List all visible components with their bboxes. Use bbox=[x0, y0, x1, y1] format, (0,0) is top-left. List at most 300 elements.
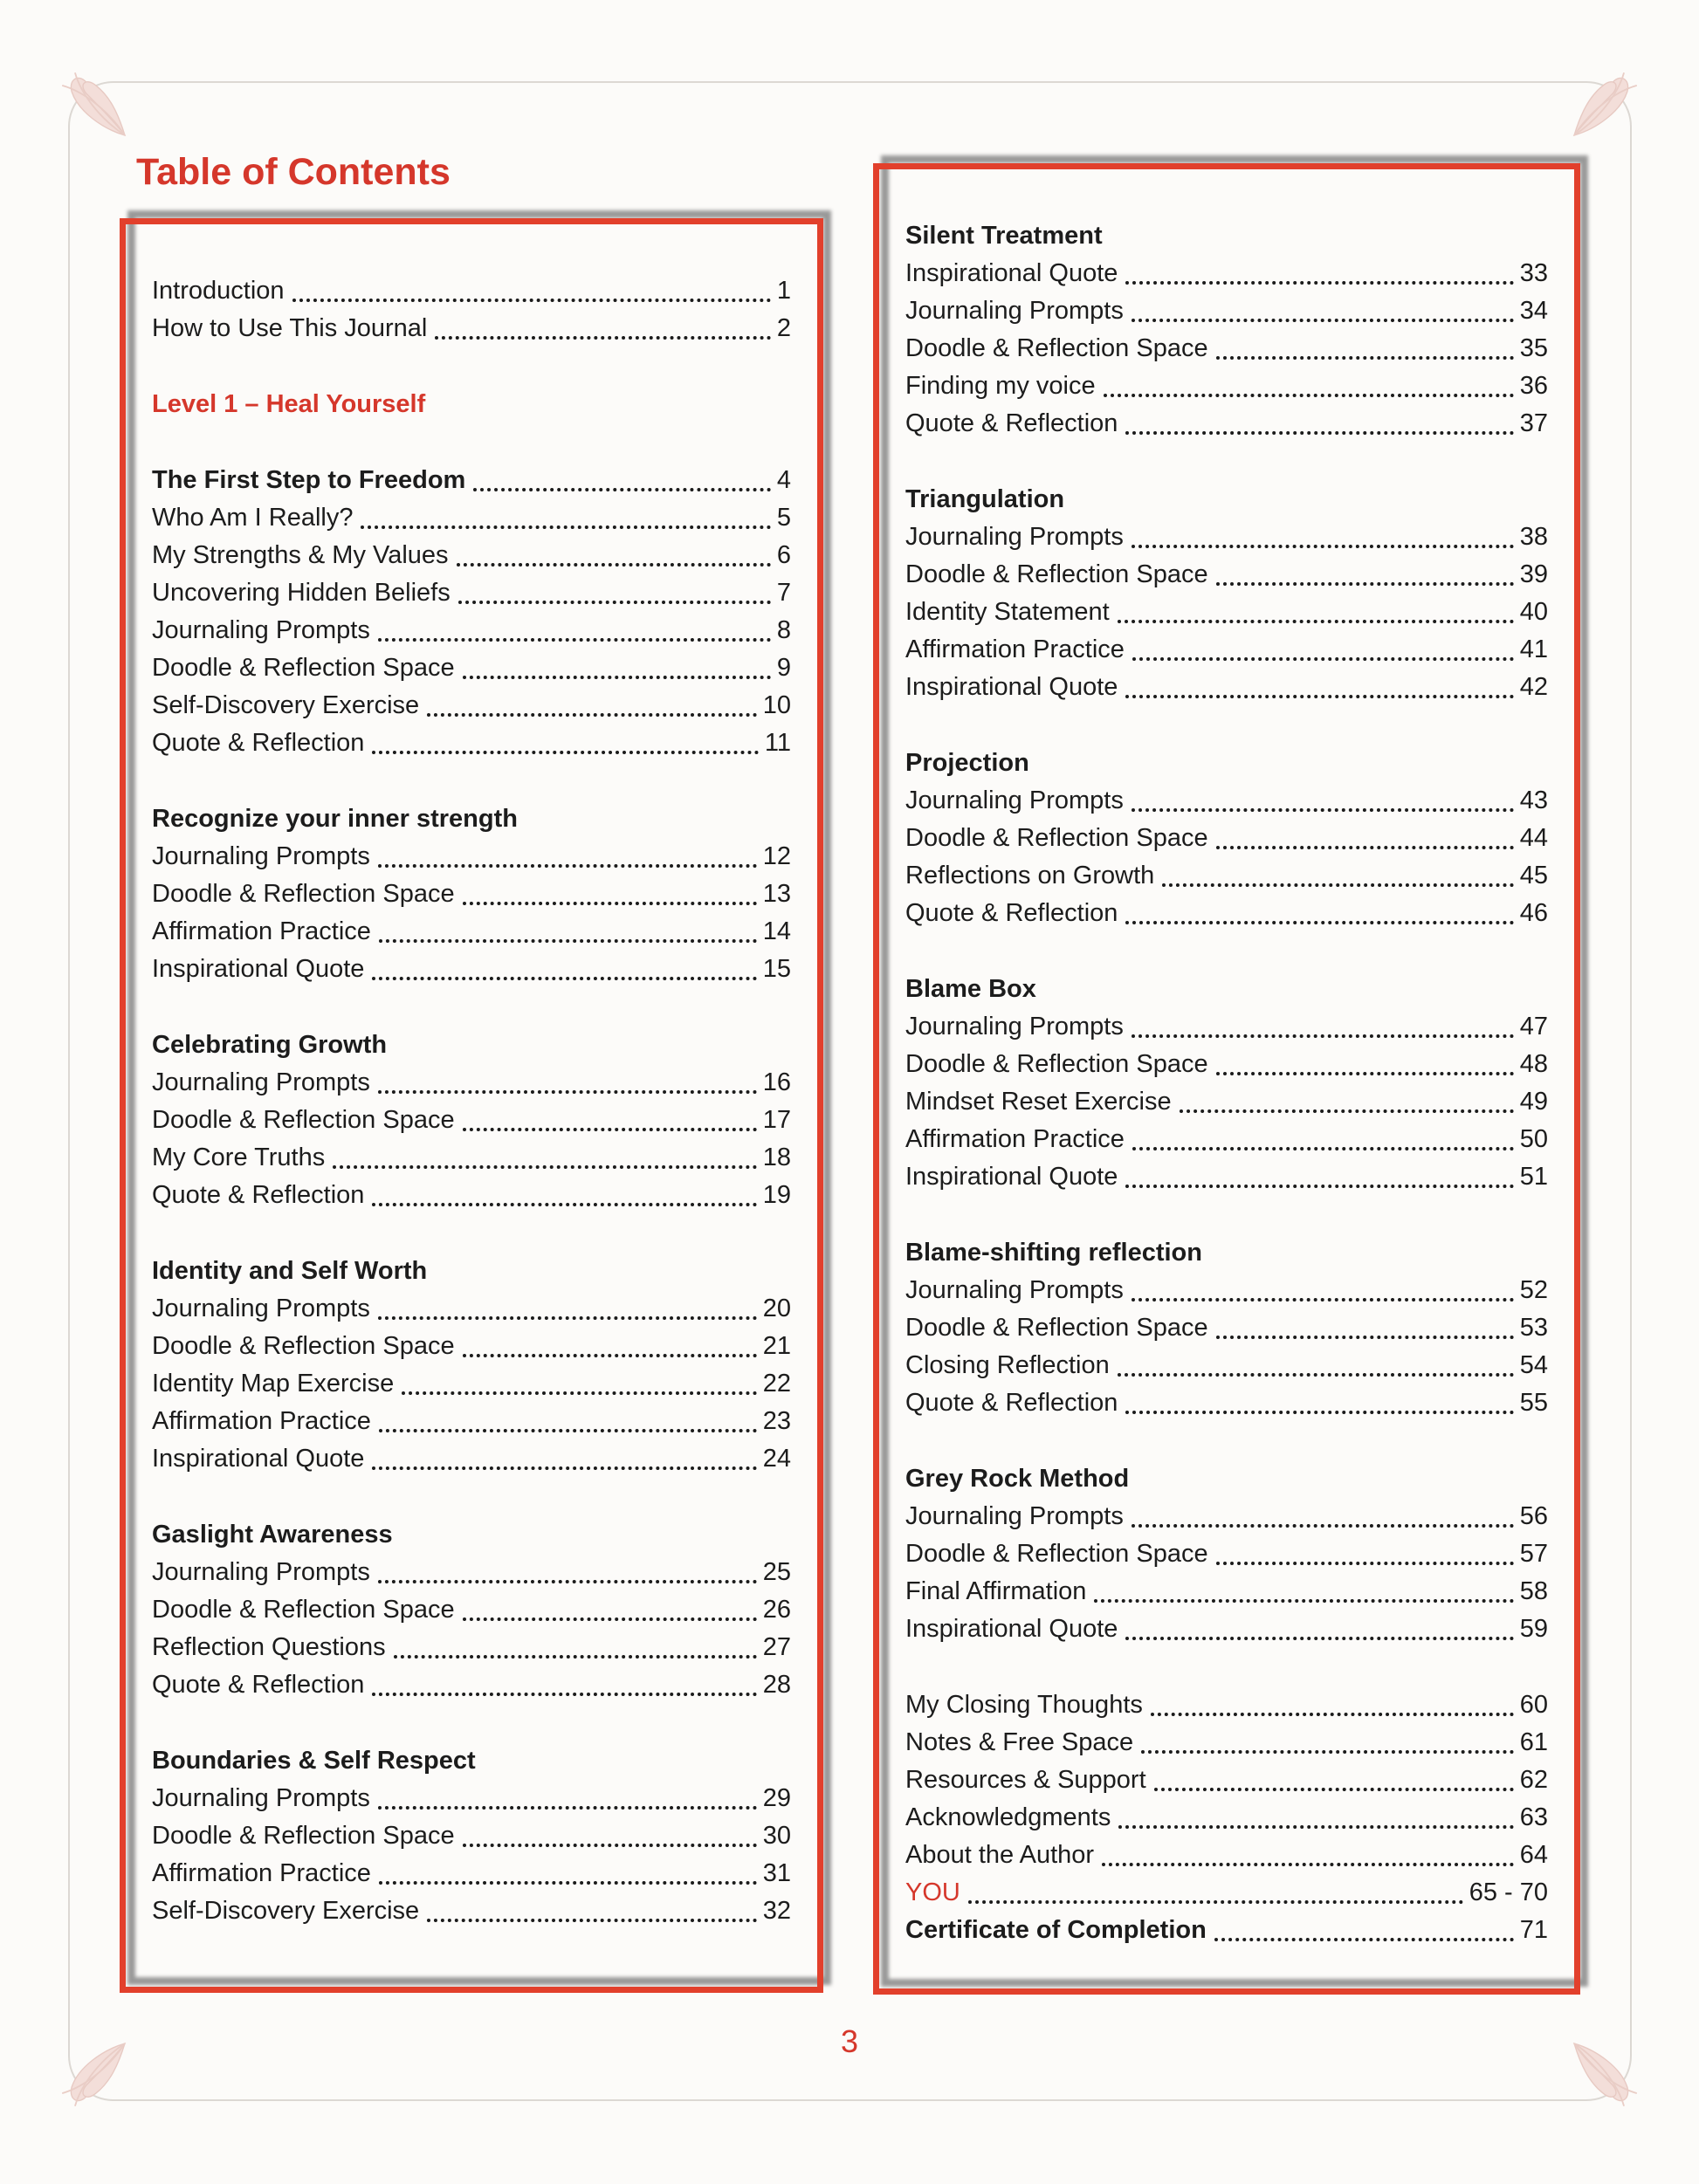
entry-page-number: 9 bbox=[776, 654, 791, 682]
toc-entry bbox=[905, 669, 1548, 706]
toc-entry bbox=[905, 1008, 1548, 1046]
entry-label: Affirmation Practice bbox=[905, 635, 1125, 663]
entry-label: Reflection Questions bbox=[152, 1633, 386, 1661]
toc-entry bbox=[152, 1440, 791, 1478]
entry-label: Journaling Prompts bbox=[152, 842, 370, 870]
entry-leader-dots bbox=[1125, 281, 1513, 285]
entry-page-number: 14 bbox=[762, 917, 791, 945]
entry-page-number: 17 bbox=[762, 1106, 791, 1134]
entry-leader-dots bbox=[378, 1090, 757, 1094]
entry-label: Quote & Reflection bbox=[905, 409, 1118, 437]
toc-section bbox=[905, 1460, 1548, 1648]
toc-section bbox=[152, 386, 791, 423]
section-entries bbox=[905, 1498, 1548, 1648]
toc-entry bbox=[905, 895, 1548, 932]
entry-leader-dots bbox=[457, 563, 771, 567]
entry-leader-dots bbox=[1132, 1298, 1514, 1301]
entry-label: Doodle & Reflection Space bbox=[905, 1050, 1208, 1078]
section-heading: Level 1 – Heal Yourself bbox=[152, 390, 426, 418]
entry-label: Final Affirmation bbox=[905, 1577, 1087, 1605]
section-heading: Gaslight Awareness bbox=[152, 1521, 393, 1549]
entry-leader-dots bbox=[1216, 1072, 1514, 1075]
entry-page-number: 62 bbox=[1519, 1766, 1548, 1794]
entry-label: Finding my voice bbox=[905, 372, 1096, 400]
entry-label: Identity Statement bbox=[905, 598, 1110, 626]
entry-leader-dots bbox=[1102, 1863, 1514, 1866]
toc-entry bbox=[905, 1874, 1548, 1912]
entry-leader-dots bbox=[1151, 1713, 1514, 1716]
toc-entry bbox=[152, 1554, 791, 1591]
entry-label: Doodle & Reflection Space bbox=[905, 1540, 1208, 1568]
entry-page-number: 30 bbox=[762, 1822, 791, 1850]
entry-label: Quote & Reflection bbox=[152, 1181, 365, 1209]
toc-entry bbox=[152, 1177, 791, 1214]
toc-section bbox=[905, 481, 1548, 706]
entry-page-number: 8 bbox=[776, 616, 791, 644]
entry-label: My Core Truths bbox=[152, 1144, 326, 1171]
toc-section bbox=[152, 1027, 791, 1214]
entry-label: Quote & Reflection bbox=[152, 729, 365, 757]
entry-leader-dots bbox=[372, 1693, 756, 1696]
entry-label: Affirmation Practice bbox=[905, 1125, 1125, 1153]
section-entries bbox=[152, 272, 791, 347]
entry-page-number: 22 bbox=[762, 1370, 791, 1398]
toc-entry bbox=[905, 1724, 1548, 1762]
entry-label: Self-Discovery Exercise bbox=[152, 1897, 420, 1925]
entry-label: Doodle & Reflection Space bbox=[152, 880, 455, 908]
corner-flourish-icon bbox=[1565, 65, 1645, 145]
entry-leader-dots bbox=[372, 1203, 756, 1206]
section-entries bbox=[905, 1272, 1548, 1422]
section-entries bbox=[905, 782, 1548, 932]
toc-entry bbox=[905, 1309, 1548, 1347]
toc-entry bbox=[152, 1629, 791, 1666]
entry-leader-dots bbox=[435, 336, 770, 340]
entry-label: Identity Map Exercise bbox=[152, 1370, 395, 1398]
toc-entry bbox=[152, 1591, 791, 1629]
entry-label: Resources & Support bbox=[905, 1766, 1146, 1794]
toc-entry bbox=[152, 499, 791, 537]
toc-entry bbox=[905, 367, 1548, 405]
entry-leader-dots bbox=[361, 525, 770, 529]
toc-entry bbox=[905, 1686, 1548, 1724]
entry-leader-dots bbox=[292, 299, 771, 302]
toc-entry bbox=[905, 1837, 1548, 1874]
entry-label: Journaling Prompts bbox=[905, 1013, 1124, 1040]
section-heading: Boundaries & Self Respect bbox=[152, 1747, 476, 1775]
toc-entry bbox=[152, 1365, 791, 1403]
entry-page-number: 51 bbox=[1519, 1163, 1548, 1191]
toc-entry bbox=[905, 1046, 1548, 1083]
entry-page-number: 40 bbox=[1519, 598, 1548, 626]
section-entries bbox=[152, 838, 791, 988]
toc-entry bbox=[905, 1347, 1548, 1384]
toc-box-left bbox=[120, 218, 823, 1993]
entry-label: Introduction bbox=[152, 277, 285, 305]
toc-entry bbox=[152, 687, 791, 725]
toc-entry bbox=[905, 292, 1548, 330]
entry-leader-dots bbox=[473, 488, 771, 491]
entry-leader-dots bbox=[1216, 356, 1514, 360]
toc-section bbox=[905, 1686, 1548, 1949]
toc-entry bbox=[152, 537, 791, 574]
entry-leader-dots bbox=[1132, 319, 1514, 322]
section-heading: Projection bbox=[905, 749, 1029, 777]
entry-leader-dots bbox=[463, 1354, 757, 1357]
section-entries bbox=[905, 1686, 1548, 1949]
section-heading: Celebrating Growth bbox=[152, 1031, 388, 1059]
entry-leader-dots bbox=[1132, 1034, 1514, 1038]
corner-flourish-icon bbox=[54, 65, 134, 145]
entry-label: Affirmation Practice bbox=[152, 1859, 371, 1887]
toc-entry bbox=[905, 255, 1548, 292]
section-entries bbox=[152, 1780, 791, 1930]
toc-section bbox=[905, 217, 1548, 443]
toc-entry bbox=[905, 631, 1548, 669]
entry-label: Inspirational Quote bbox=[905, 1163, 1118, 1191]
toc-entry bbox=[152, 612, 791, 649]
section-heading: Recognize your inner strength bbox=[152, 805, 518, 833]
entry-page-number: 27 bbox=[762, 1633, 791, 1661]
entry-label: Mindset Reset Exercise bbox=[905, 1088, 1172, 1116]
entry-page-number: 28 bbox=[762, 1671, 791, 1699]
entry-leader-dots bbox=[379, 1429, 757, 1432]
entry-page-number: 23 bbox=[762, 1407, 791, 1435]
entry-page-number: 13 bbox=[762, 880, 791, 908]
toc-entry bbox=[905, 1121, 1548, 1158]
entry-page-number: 53 bbox=[1519, 1314, 1548, 1342]
entry-leader-dots bbox=[1132, 545, 1514, 548]
entry-label: Inspirational Quote bbox=[152, 1445, 365, 1473]
entry-leader-dots bbox=[394, 1655, 757, 1659]
toc-entry bbox=[905, 857, 1548, 895]
entry-page-number: 24 bbox=[762, 1445, 791, 1473]
toc-entry bbox=[905, 1498, 1548, 1535]
entry-page-number: 11 bbox=[764, 729, 791, 757]
toc-entry bbox=[152, 462, 791, 499]
toc-entry bbox=[905, 556, 1548, 594]
section-heading: Triangulation bbox=[905, 485, 1065, 513]
entry-leader-dots bbox=[1216, 1562, 1514, 1565]
entry-label: Doodle & Reflection Space bbox=[905, 824, 1208, 852]
entry-leader-dots bbox=[427, 713, 757, 717]
entry-label: About the Author bbox=[905, 1841, 1095, 1869]
entry-leader-dots bbox=[333, 1165, 757, 1169]
entry-label: Inspirational Quote bbox=[152, 955, 365, 983]
toc-entry bbox=[905, 1573, 1548, 1611]
entry-page-number: 16 bbox=[762, 1068, 791, 1096]
entry-label: Inspirational Quote bbox=[905, 259, 1118, 287]
entry-page-number: 38 bbox=[1519, 523, 1548, 551]
entry-leader-dots bbox=[1141, 1750, 1514, 1754]
entry-leader-dots bbox=[1125, 1411, 1513, 1414]
section-entries bbox=[905, 519, 1548, 706]
entry-label: Notes & Free Space bbox=[905, 1728, 1134, 1756]
entry-leader-dots bbox=[1132, 1524, 1514, 1528]
entry-page-number: 48 bbox=[1519, 1050, 1548, 1078]
entry-page-number: 52 bbox=[1519, 1276, 1548, 1304]
entry-page-number: 10 bbox=[762, 691, 791, 719]
page-number: 3 bbox=[840, 2023, 859, 2059]
entry-page-number: 31 bbox=[762, 1859, 791, 1887]
entry-leader-dots bbox=[378, 1580, 757, 1583]
entry-page-number: 55 bbox=[1519, 1389, 1548, 1417]
entry-page-number: 59 bbox=[1519, 1615, 1548, 1643]
entry-label: Doodle & Reflection Space bbox=[152, 1822, 455, 1850]
entry-page-number: 2 bbox=[776, 314, 791, 342]
entry-leader-dots bbox=[379, 939, 757, 943]
section-entries bbox=[152, 462, 791, 762]
entry-page-number: 47 bbox=[1519, 1013, 1548, 1040]
entry-page-number: 33 bbox=[1519, 259, 1548, 287]
entry-label: Journaling Prompts bbox=[905, 1502, 1124, 1530]
toc-entry bbox=[152, 272, 791, 310]
entry-page-number: 36 bbox=[1519, 372, 1548, 400]
entry-page-number: 18 bbox=[762, 1144, 791, 1171]
entry-page-number: 64 bbox=[1519, 1841, 1548, 1869]
toc-entry bbox=[905, 405, 1548, 443]
entry-leader-dots bbox=[378, 1316, 757, 1320]
entry-label: YOU bbox=[905, 1878, 960, 1906]
toc-entry bbox=[905, 1384, 1548, 1422]
entry-label: My Strengths & My Values bbox=[152, 541, 449, 569]
toc-entry bbox=[152, 649, 791, 687]
section-entries bbox=[152, 1554, 791, 1704]
entry-page-number: 42 bbox=[1519, 673, 1548, 701]
toc-entry bbox=[152, 838, 791, 876]
entry-page-number: 44 bbox=[1519, 824, 1548, 852]
entry-label: Journaling Prompts bbox=[905, 297, 1124, 325]
entry-leader-dots bbox=[379, 1881, 757, 1885]
entry-label: Doodle & Reflection Space bbox=[152, 1596, 455, 1624]
entry-leader-dots bbox=[463, 676, 771, 679]
entry-leader-dots bbox=[1216, 846, 1514, 849]
entry-leader-dots bbox=[1125, 921, 1513, 924]
entry-label: Journaling Prompts bbox=[152, 1068, 370, 1096]
entry-leader-dots bbox=[1216, 1336, 1514, 1339]
entry-label: Doodle & Reflection Space bbox=[905, 1314, 1208, 1342]
entry-label: Doodle & Reflection Space bbox=[152, 1106, 455, 1134]
entry-page-number: 39 bbox=[1519, 560, 1548, 588]
entry-label: Affirmation Practice bbox=[152, 1407, 371, 1435]
toc-entry bbox=[905, 594, 1548, 631]
entry-label: Affirmation Practice bbox=[152, 917, 371, 945]
section-entries bbox=[152, 1290, 791, 1478]
entry-leader-dots bbox=[402, 1391, 757, 1395]
entry-label: Inspirational Quote bbox=[905, 1615, 1118, 1643]
entry-label: Reflections on Growth bbox=[905, 862, 1155, 889]
toc-entry bbox=[905, 1762, 1548, 1799]
toc-entry bbox=[152, 1328, 791, 1365]
entry-leader-dots bbox=[1118, 1825, 1513, 1829]
entry-label: Certificate of Completion bbox=[905, 1916, 1207, 1944]
entry-page-number: 46 bbox=[1519, 899, 1548, 927]
entry-page-number: 19 bbox=[762, 1181, 791, 1209]
entry-leader-dots bbox=[1162, 883, 1513, 887]
entry-leader-dots bbox=[968, 1900, 1463, 1904]
entry-leader-dots bbox=[372, 977, 756, 980]
toc-entry bbox=[152, 1139, 791, 1177]
entry-leader-dots bbox=[1104, 394, 1514, 397]
entry-leader-dots bbox=[378, 864, 757, 868]
toc-entry bbox=[152, 1666, 791, 1704]
toc-section bbox=[152, 272, 791, 347]
toc-section bbox=[152, 1516, 791, 1704]
entry-label: Journaling Prompts bbox=[152, 616, 370, 644]
toc-entry bbox=[152, 574, 791, 612]
toc-column-left bbox=[126, 224, 817, 1987]
toc-entry bbox=[905, 1912, 1548, 1949]
section-heading: Blame Box bbox=[905, 975, 1036, 1003]
entry-leader-dots bbox=[1132, 808, 1514, 812]
entry-page-number: 61 bbox=[1519, 1728, 1548, 1756]
entry-page-number: 12 bbox=[762, 842, 791, 870]
entry-page-number: 25 bbox=[762, 1558, 791, 1586]
entry-label: Quote & Reflection bbox=[905, 899, 1118, 927]
entry-page-number: 4 bbox=[776, 466, 791, 494]
toc-entry bbox=[152, 1855, 791, 1892]
entry-leader-dots bbox=[1132, 1147, 1514, 1150]
toc-entry bbox=[905, 1158, 1548, 1196]
entry-leader-dots bbox=[427, 1919, 757, 1922]
entry-page-number: 71 bbox=[1519, 1916, 1548, 1944]
toc-entry bbox=[905, 330, 1548, 367]
entry-page-number: 56 bbox=[1519, 1502, 1548, 1530]
toc-entry bbox=[905, 1272, 1548, 1309]
entry-leader-dots bbox=[1216, 582, 1514, 586]
toc-section bbox=[905, 745, 1548, 932]
entry-page-number: 5 bbox=[776, 504, 791, 532]
entry-page-number: 54 bbox=[1519, 1351, 1548, 1379]
entry-page-number: 50 bbox=[1519, 1125, 1548, 1153]
toc-entry bbox=[152, 1102, 791, 1139]
page-title: Table of Contents bbox=[136, 150, 451, 193]
section-entries bbox=[152, 1064, 791, 1214]
entry-page-number: 58 bbox=[1519, 1577, 1548, 1605]
entry-leader-dots bbox=[1094, 1599, 1513, 1603]
section-heading: Blame-shifting reflection bbox=[905, 1239, 1202, 1267]
toc-entry bbox=[152, 1403, 791, 1440]
toc-entry bbox=[152, 1064, 791, 1102]
toc-entry bbox=[905, 519, 1548, 556]
entry-leader-dots bbox=[463, 1128, 757, 1131]
toc-entry bbox=[905, 820, 1548, 857]
toc-section bbox=[905, 1234, 1548, 1422]
entry-label: Journaling Prompts bbox=[905, 786, 1124, 814]
toc-entry bbox=[152, 725, 791, 762]
entry-page-number: 63 bbox=[1519, 1803, 1548, 1831]
entry-page-number: 1 bbox=[776, 277, 791, 305]
toc-section bbox=[152, 800, 791, 988]
entry-label: Uncovering Hidden Beliefs bbox=[152, 579, 451, 607]
entry-label: Who Am I Really? bbox=[152, 504, 354, 532]
entry-leader-dots bbox=[1214, 1938, 1514, 1941]
section-entries bbox=[905, 1008, 1548, 1196]
entry-leader-dots bbox=[1132, 657, 1514, 661]
toc-section bbox=[152, 1742, 791, 1930]
entry-label: Doodle & Reflection Space bbox=[152, 1332, 455, 1360]
entry-label: Journaling Prompts bbox=[152, 1295, 370, 1322]
entry-leader-dots bbox=[463, 902, 757, 905]
entry-leader-dots bbox=[1180, 1109, 1514, 1113]
section-heading: Identity and Self Worth bbox=[152, 1257, 428, 1285]
toc-entry bbox=[152, 913, 791, 951]
entry-leader-dots bbox=[463, 1617, 757, 1621]
toc-entry bbox=[905, 1799, 1548, 1837]
entry-leader-dots bbox=[378, 638, 771, 642]
entry-label: Closing Reflection bbox=[905, 1351, 1110, 1379]
entry-page-number: 43 bbox=[1519, 786, 1548, 814]
entry-label: Acknowledgments bbox=[905, 1803, 1111, 1831]
toc-entry bbox=[905, 782, 1548, 820]
entry-label: Journaling Prompts bbox=[152, 1558, 370, 1586]
toc-entry bbox=[905, 1083, 1548, 1121]
entry-leader-dots bbox=[378, 1806, 757, 1810]
toc-entry bbox=[152, 876, 791, 913]
entry-leader-dots bbox=[372, 751, 758, 754]
toc-entry bbox=[152, 1817, 791, 1855]
toc-column-right bbox=[879, 169, 1574, 1988]
toc-entry bbox=[905, 1535, 1548, 1573]
entry-page-number: 26 bbox=[762, 1596, 791, 1624]
toc-section bbox=[152, 1253, 791, 1478]
entry-leader-dots bbox=[1118, 620, 1514, 623]
entry-label: My Closing Thoughts bbox=[905, 1691, 1143, 1719]
entry-page-number: 15 bbox=[762, 955, 791, 983]
entry-page-number: 57 bbox=[1519, 1540, 1548, 1568]
entry-label: Journaling Prompts bbox=[152, 1784, 370, 1812]
entry-label: Self-Discovery Exercise bbox=[152, 691, 420, 719]
entry-page-number: 6 bbox=[776, 541, 791, 569]
entry-page-number: 20 bbox=[762, 1295, 791, 1322]
entry-leader-dots bbox=[1125, 1637, 1513, 1640]
entry-label: Inspirational Quote bbox=[905, 673, 1118, 701]
entry-leader-dots bbox=[463, 1844, 757, 1847]
toc-section bbox=[152, 462, 791, 762]
entry-label: How to Use This Journal bbox=[152, 314, 428, 342]
entry-page-number: 21 bbox=[762, 1332, 791, 1360]
entry-page-number: 32 bbox=[762, 1897, 791, 1925]
entry-label: Quote & Reflection bbox=[905, 1389, 1118, 1417]
entry-leader-dots bbox=[1125, 1185, 1513, 1188]
entry-page-number: 41 bbox=[1519, 635, 1548, 663]
entry-label: Doodle & Reflection Space bbox=[905, 560, 1208, 588]
entry-page-number: 49 bbox=[1519, 1088, 1548, 1116]
entry-label: Doodle & Reflection Space bbox=[905, 334, 1208, 362]
entry-leader-dots bbox=[458, 601, 771, 604]
entry-page-number: 34 bbox=[1519, 297, 1548, 325]
entry-page-number: 29 bbox=[762, 1784, 791, 1812]
entry-label: The First Step to Freedom bbox=[152, 466, 466, 494]
entry-page-number: 45 bbox=[1519, 862, 1548, 889]
entry-page-number: 60 bbox=[1519, 1691, 1548, 1719]
entry-label: Journaling Prompts bbox=[905, 1276, 1124, 1304]
entry-page-number: 65 - 70 bbox=[1469, 1878, 1548, 1906]
toc-entry bbox=[152, 1290, 791, 1328]
entry-label: Doodle & Reflection Space bbox=[152, 654, 455, 682]
toc-entry bbox=[152, 1780, 791, 1817]
entry-label: Journaling Prompts bbox=[905, 523, 1124, 551]
entry-page-number: 37 bbox=[1519, 409, 1548, 437]
entry-leader-dots bbox=[1125, 431, 1513, 435]
entry-page-number: 35 bbox=[1519, 334, 1548, 362]
entry-leader-dots bbox=[372, 1466, 756, 1470]
entry-leader-dots bbox=[1118, 1373, 1514, 1377]
toc-entry bbox=[152, 310, 791, 347]
entry-leader-dots bbox=[1154, 1788, 1514, 1791]
toc-section bbox=[905, 971, 1548, 1196]
section-heading: Grey Rock Method bbox=[905, 1465, 1130, 1493]
